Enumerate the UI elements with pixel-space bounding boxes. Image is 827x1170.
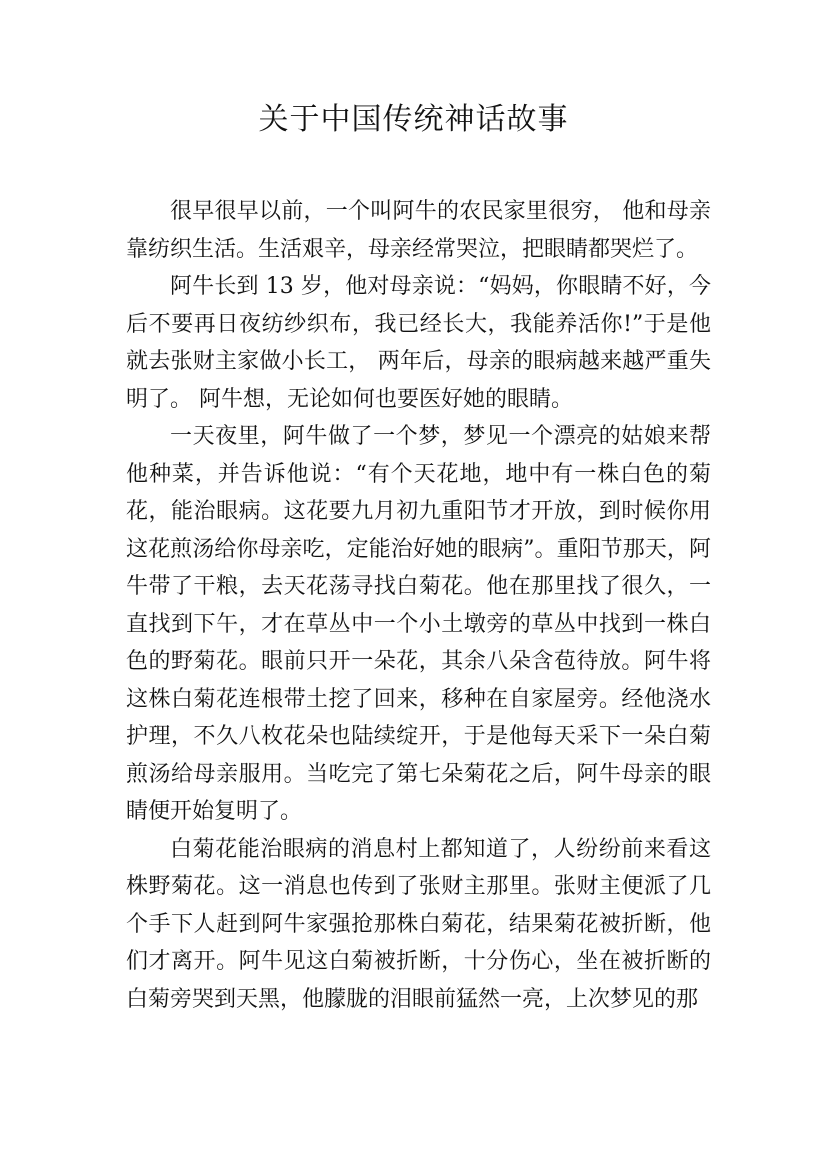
paragraph-3: 一天夜里，阿牛做了一个梦，梦见一个漂亮的姑娘来帮他种菜，并告诉他说：“有个天花地，地中有一株白色的菊花，能治眼病。这花要九月初九重阳节才开放，到时候你用这花煎汤给你母亲吃，定能治好她的眼病”。重阳节那天，阿牛带了干粮，去天花荡寻找白菊花。他在那里找了很久，一直找到下午，才在草丛中一个小土墩旁的草丛中找到一株白色的野菊花。眼前只开一朵花，其余八朵含苞待放。阿牛将这株白菊花连根带土挖了回来，移种在自家屋旁。经他浇水护理，不久八枚花朵也陆续绽开，于是他每天采下一朵白菊煎汤给母亲服用。当吃完了第七朵菊花之后，阿牛母亲的眼睛便开始复明了。 <box>126 424 711 824</box>
document-body <box>126 193 711 1018</box>
document-title: 关于中国传统神话故事 <box>258 102 569 137</box>
paragraph-2: 阿牛长到 13 岁，他对母亲说：“妈妈，你眼睛不好，今后不要再日夜纺纱织布，我已经长大，我能养活你!”于是他就去张财主家做小长工， 两年后，母亲的眼病越来越严重失明了。 阿牛想，无论如何也要医好她的眼睛。 <box>126 274 711 412</box>
paragraph-4: 白菊花能治眼病的消息村上都知道了，人纷纷前来看这株野菊花。这一消息也传到了张财主那里。张财主便派了几个手下人赶到阿牛家强抢那株白菊花，结果菊花被折断，他们才离开。阿牛见这白菊被折断，十分伤心，坐在被折断的白菊旁哭到天黑，他朦胧的泪眼前猛然一亮，上次梦见的那 <box>126 836 711 1012</box>
paragraph-1: 很早很早以前，一个叫阿牛的农民家里很穷， 他和母亲靠纺织生活。生活艰辛，母亲经常哭泣，把眼睛都哭烂了。 <box>126 199 711 262</box>
